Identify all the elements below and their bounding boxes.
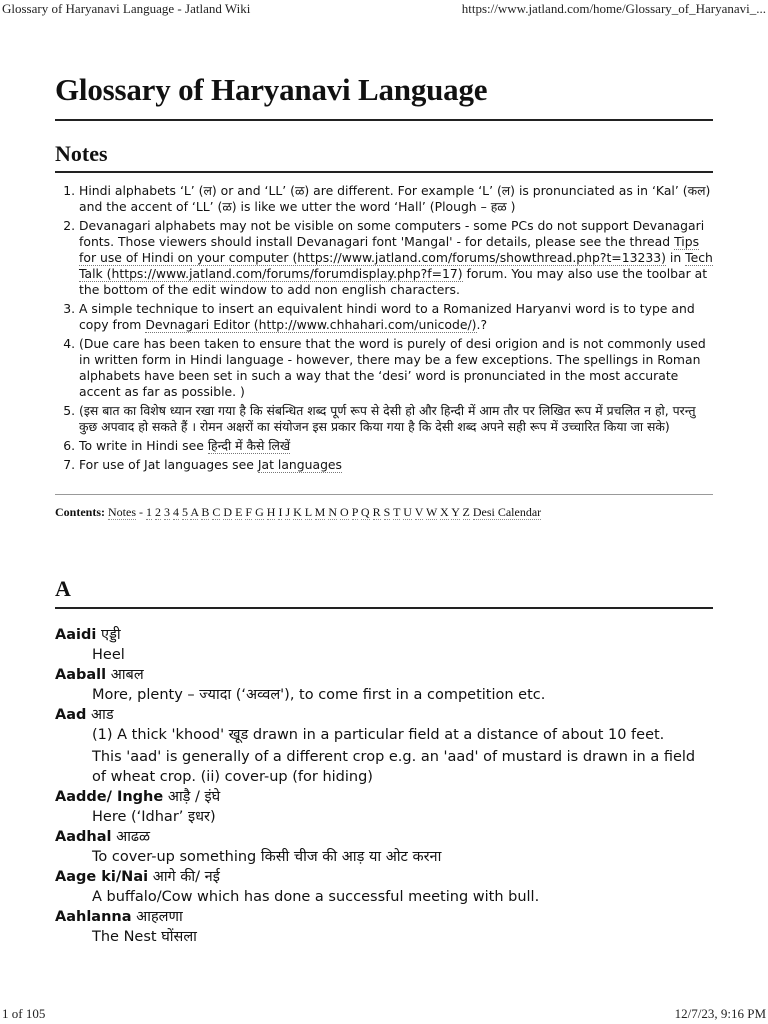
contents-link[interactable]: Desi Calendar [472, 505, 542, 519]
contents-link[interactable]: 2 [155, 505, 161, 519]
note-text: A simple technique to insert an equivalent hindi word to a Romanized Haryanvi word is to type and copy from [79, 301, 695, 332]
glossary-definition [92, 725, 713, 787]
glossary-entry [55, 868, 713, 907]
definition-text: (1) A thick 'khood' खूड drawn in a particular field at a distance of about 10 feet. [92, 727, 665, 743]
note-item [79, 403, 713, 435]
glossary-entries [55, 626, 713, 948]
contents-link[interactable]: E [235, 505, 243, 519]
definition-text: More, plenty – ज्यादा (‘अव्वल'), to come first in a competition etc. [92, 687, 546, 703]
glossary-term-line [55, 626, 713, 645]
hindi-writing-link[interactable]: हिन्दी में कैसे लिखें [207, 438, 291, 453]
glossary-definition [92, 887, 713, 907]
contents-link[interactable]: W [425, 505, 438, 519]
contents-divider [55, 494, 713, 495]
note-item [79, 336, 713, 400]
contents-link-notes[interactable]: Notes [108, 505, 136, 519]
definition-text: Here (‘Idhar’ इधर) [92, 809, 216, 825]
glossary-term: Aad [55, 707, 87, 723]
definition-text: To cover-up something किसी चीज की आड़ या ओट करना [92, 849, 442, 865]
glossary-entry [55, 908, 713, 947]
print-header-url: https://www.jatland.com/home/Glossary_of_Haryanavi_... [461, 1, 766, 16]
note-item [79, 457, 713, 473]
definition-text: Heel [92, 647, 125, 663]
glossary-hindi: आगे की/ नई [152, 869, 220, 885]
contents-link[interactable]: Y [451, 505, 460, 519]
glossary-term-line [55, 828, 713, 847]
note-text: (Due care has been taken to ensure that the word is purely of desi origion and is not commonly used in written form in Hindi language - however, there may be a few exceptions. The spellings in Roman alphabets have been set in such a way that the ‘desi’ word is pronunciated in the most accurate accent as far as possible. ) [79, 336, 706, 399]
contents-link[interactable]: V [414, 505, 424, 519]
print-header [0, 1, 768, 17]
print-header-title: Glossary of Haryanavi Language - Jatland Wiki [2, 1, 251, 16]
glossary-definition [92, 645, 713, 665]
glossary-hindi: एड्डी [100, 627, 121, 643]
glossary-term-line [55, 908, 713, 927]
note-item [79, 301, 713, 333]
contents-link[interactable]: L [304, 505, 312, 519]
contents-link[interactable]: X [440, 505, 449, 519]
glossary-term-line [55, 788, 713, 807]
contents-link[interactable]: P [351, 505, 358, 519]
tips-hindi-link[interactable]: Tips for use of Hindi on your computer (https://www.jatland.com/forums/showthread.php?t=13233) [79, 234, 700, 265]
note-text: (इस बात का विशेष ध्यान रखा गया है कि संबन्धित शब्द पूर्ण रूप से देसी हो और हिन्दी में आम तौर पर लिखित रूप में प्रचलित न हो, परन्तु कुछ अपवाद हो सकते हैं । रोमन अक्षरों का संयोजन इस प्रकार किया गया है कि देसी शब्द अपने सही रूप में उच्चारित किया जा सके) [79, 403, 696, 434]
contents-link[interactable]: C [212, 505, 221, 519]
glossary-entry [55, 706, 713, 787]
section-a-heading: A [55, 576, 71, 601]
note-item [79, 438, 713, 454]
title-divider [55, 119, 713, 121]
notes-list [55, 183, 713, 476]
devnagari-editor-link[interactable]: Devnagari Editor (http://www.chhahari.com/unicode/) [145, 317, 477, 332]
contents-link[interactable]: I [278, 505, 283, 519]
contents-links [146, 505, 541, 520]
contents-link[interactable]: N [328, 505, 338, 519]
contents-link[interactable]: B [201, 505, 210, 519]
glossary-term: Aaidi [55, 627, 97, 643]
note-text: Hindi alphabets ‘L’ (ल) or and ‘LL’ (ळ) are different. For example ‘L’ (ल) is pronunciated as in ‘Kal’ (कल) and the accent of ‘LL’ (ळ) is like we utter the word ‘Hall’ (Plough – हळ ) [79, 183, 711, 214]
note-item [79, 183, 713, 215]
note-text: .? [476, 317, 488, 332]
contents-link[interactable]: T [393, 505, 401, 519]
contents-link[interactable]: H [266, 505, 276, 519]
glossary-definition [92, 685, 713, 705]
contents-link[interactable]: K [293, 505, 302, 519]
tech-talk-link[interactable]: Tech Talk (https://www.jatland.com/forums/forumdisplay.php?f=17) [79, 250, 713, 281]
contents-link[interactable]: U [403, 505, 412, 519]
note-text: in [665, 250, 686, 265]
contents-link[interactable]: D [223, 505, 233, 519]
contents-link[interactable]: F [245, 505, 253, 519]
print-datetime: 12/7/23, 9:16 PM [674, 1006, 766, 1021]
contents-separator: - [139, 505, 143, 519]
note-text: For use of Jat languages see [79, 457, 258, 472]
glossary-hindi: आबल [110, 667, 144, 683]
definition-text: This 'aad' is generally of a different crop e.g. an 'aad' of mustard is drawn in a field of wheat crop. (ii) cover-up (for hiding) [92, 749, 696, 785]
note-text: forum. You may also use the toolbar at the bottom of the edit window to add non english characters. [79, 266, 708, 297]
glossary-term-line [55, 706, 713, 725]
glossary-term: Aadde/ Inghe [55, 789, 164, 805]
definition-text: The Nest घोंसला [92, 929, 197, 945]
glossary-hindi: आड [91, 707, 114, 723]
glossary-entry [55, 828, 713, 867]
glossary-definition [92, 807, 713, 827]
glossary-term: Aaball [55, 667, 107, 683]
contents-link[interactable]: G [255, 505, 264, 519]
contents-link[interactable]: J [285, 505, 291, 519]
glossary-hindi: आड़ै / इंघे [167, 789, 221, 805]
page-title: Glossary of Haryanavi Language [55, 72, 488, 107]
contents-link[interactable]: Q [360, 505, 370, 519]
glossary-entry [55, 666, 713, 705]
glossary-term-line [55, 666, 713, 685]
contents-link[interactable]: Z [462, 505, 470, 519]
contents-link[interactable]: S [383, 505, 391, 519]
contents-link[interactable]: 1 [146, 505, 152, 519]
glossary-term-line [55, 868, 713, 887]
glossary-definition [92, 847, 713, 867]
section-a-divider [55, 607, 713, 609]
note-text: Devanagari alphabets may not be visible on some computers - some PCs do not support Devanagari fonts. Those viewers should install Devanagari font 'Mangal' - for details, please see the thread [79, 218, 705, 249]
glossary-definition [92, 927, 713, 947]
contents-link[interactable]: 4 [173, 505, 179, 519]
glossary-term: Aage ki/Nai [55, 869, 149, 885]
contents-bar [55, 505, 541, 520]
glossary-hindi: आढळ [116, 829, 151, 845]
page-counter: 1 of 105 [2, 1006, 46, 1021]
definition-text: A buffalo/Cow which has done a successful meeting with bull. [92, 889, 540, 905]
jat-languages-link[interactable]: Jat languages [257, 457, 343, 472]
contents-link[interactable]: M [314, 505, 326, 519]
notes-divider [55, 171, 713, 173]
glossary-entry [55, 788, 713, 827]
contents-link[interactable]: 5 [182, 505, 188, 519]
contents-link[interactable]: A [190, 505, 199, 519]
contents-label: Contents: [55, 505, 105, 519]
glossary-term: Aadhal [55, 829, 112, 845]
glossary-entry [55, 626, 713, 665]
glossary-hindi: आहलणा [136, 909, 183, 925]
contents-link[interactable]: O [340, 505, 349, 519]
note-item [79, 218, 713, 298]
glossary-term: Aahlanna [55, 909, 132, 925]
notes-heading: Notes [55, 141, 108, 166]
contents-link[interactable]: R [372, 505, 381, 519]
note-text: To write in Hindi see [79, 438, 208, 453]
contents-link[interactable]: 3 [164, 505, 170, 519]
